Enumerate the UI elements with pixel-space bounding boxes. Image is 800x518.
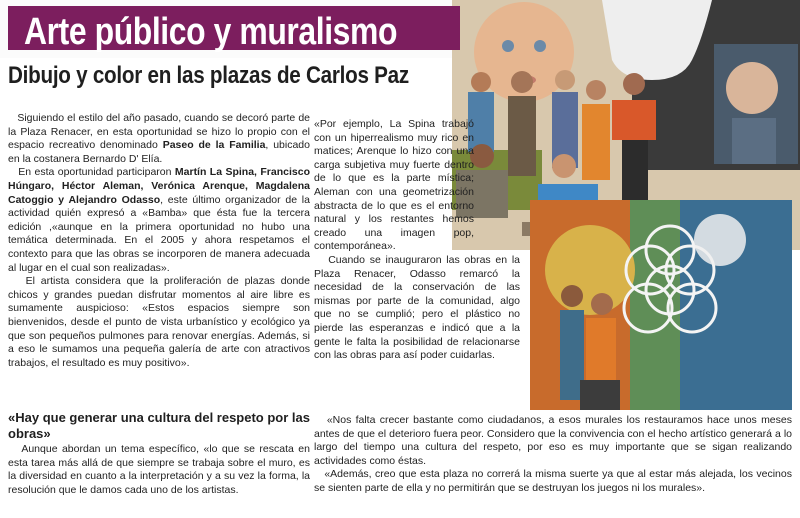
article-column-1-continued — [8, 443, 310, 497]
section-banner — [8, 6, 460, 53]
article-column-2 — [314, 118, 520, 363]
paragraph-3-text: El artista considera que la proliferación de plazas donde chicos y grandes puedan disfrutar momentos al aire libre es sumamente auspicioso: «Estos espacios siempre son bienvenidos, desde el punto de vista urbanístico y ecológico ya que son pequeños pulmones para renovar energías. Además, si a eso le sumamos una pequeña galería de arte con atractivos trabajos, el resultado es muy positivo». — [8, 275, 310, 369]
paragraph-citizens — [314, 414, 792, 468]
article-column-1 — [8, 112, 310, 370]
paragraph-2-tail: , este último organizador de la actividad quién expresó a «Bamba» que ésta fue la tercera edición ,«aunque en la primera oportunidad no hubo una temática determinada. En el 2005 y ahora respetamos el contexto para que las obras se incorporen de manera adecuada al lugar en el cual son realizadas». — [8, 193, 310, 274]
paragraph-4-text: Aunque abordan un tema específico, «lo que se rescata en esta tarea más allá de que siempre se trabaja sobre el muro, es la diversidad en cuanto a la interpretación y a su vez la forma, la resolución que le damos cada uno de los artistas. — [8, 443, 310, 496]
article-bottom — [314, 414, 792, 496]
article-subhead: «Hay que generar una cultura del respeto por las obras» — [8, 410, 310, 441]
paragraph-1-bold: Paseo de la Familia — [162, 139, 266, 152]
paragraph-2-text: En esta oportunidad participaron — [18, 166, 175, 179]
paragraph-3 — [8, 275, 310, 370]
paragraph-1-text: Siguiendo el estilo del año pasado, cuando se decoró parte de la Plaza Renacer, en esta oportunidad se hizo lo propio con el espacio recreativo denominado — [8, 112, 310, 152]
section-title: Arte público y muralismo — [24, 11, 398, 53]
paragraph-1-tail: , ubicado en la costanera Bernardo D' Elía. — [8, 139, 310, 165]
mural-painting-photo — [530, 200, 792, 410]
article-headline: Dibujo y color en las plazas de Carlos Paz — [8, 62, 409, 89]
paragraph-inauguration-text: Cuando se inauguraron las obras en la Plaza Renacer, Odasso remarcó la necesidad de la conservación de las mismas por parte de la comunidad, algo que no se cumplió; pero el plástico no pierde las esperanzas e indicó que a la gente le falta la posibilidad de relacionarse con las obras para así poder cuidarlas. — [314, 253, 520, 362]
paragraph-4 — [8, 443, 310, 497]
paragraph-1 — [8, 112, 310, 166]
paragraph-citizens-text: «Nos falta crecer bastante como ciudadanos, a esos murales los restauramos hace unos meses antes de que el deterioro fuera peor. Considero que la convivencia con el hecho artístico generará a lo largo del tiempo una cultura del respeto, por eso es muy importante que se sigan realizando actividades como éstas. — [314, 414, 792, 467]
paragraph-closing — [314, 468, 792, 495]
paragraph-2 — [8, 166, 310, 275]
quote-paragraph: «Por ejemplo, La Spina trabajó con un hiperrealismo muy rico en matices; Arenque lo hizo con una carga subjetiva muy fuerte dentro de lo que es la parte mística; Aleman con una geometrización abstracta de lo que es el entorno natural y los restantes hemos creado una imagen pop, contemporánea». — [314, 118, 474, 253]
paragraph-inauguration — [314, 254, 520, 363]
paragraph-closing-text: «Además, creo que esta plaza no correrá la misma suerte ya que al estar más alejada, los vecinos se sienten parte de ella y no permitirán que se destruyan los juegos ni los murales». — [314, 468, 792, 494]
mural-photo-illustration — [530, 200, 792, 410]
paragraph-2-bold: Martín La Spina, Francisco Húngaro, Héctor Aleman, Verónica Arenque, Magdalena Catoggio y Alejandro Odasso — [8, 166, 310, 206]
